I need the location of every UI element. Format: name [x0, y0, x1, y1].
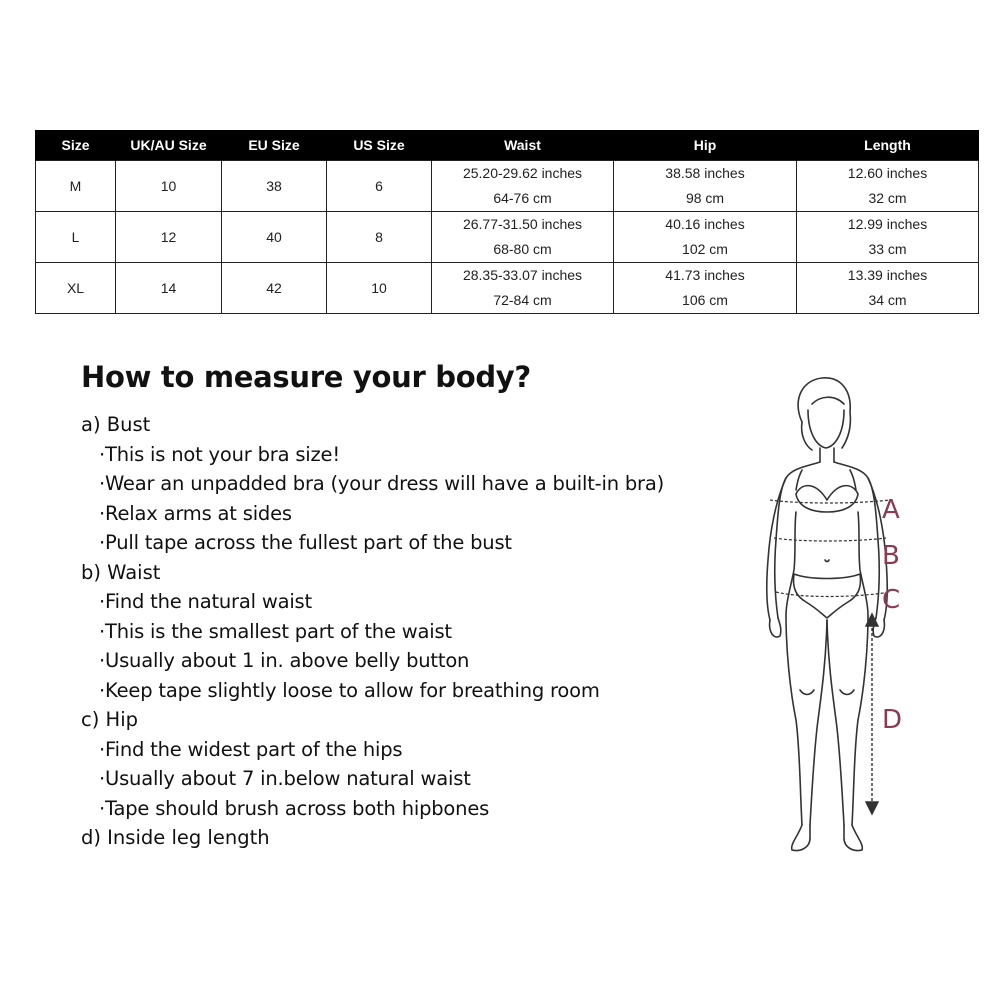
guide-item: ·Relax arms at sides — [99, 501, 292, 525]
guide-item: ·This is the smallest part of the waist — [99, 619, 452, 643]
size-chart-table — [35, 130, 979, 314]
table-header-row — [36, 130, 979, 161]
cell-eu: 38 — [222, 161, 327, 212]
table-row — [36, 161, 979, 212]
cell-us: 10 — [327, 263, 432, 314]
cell-size: L — [36, 212, 116, 263]
table-row — [36, 212, 979, 263]
hip-cm: 98 cm — [685, 190, 725, 206]
hip-cm: 106 cm — [682, 292, 728, 308]
waist-inches: 25.20-29.62 inches — [462, 165, 583, 181]
section-heading: b) Waist — [81, 560, 161, 584]
cell-hip — [614, 161, 797, 212]
cell-uk-au: 14 — [116, 263, 222, 314]
header-uk-au-size: UK/AU Size — [116, 130, 222, 161]
section-heading: a) Bust — [81, 413, 151, 436]
length-cm: 32 cm — [868, 190, 907, 206]
cell-waist — [432, 263, 614, 314]
waist-cm: 72-84 cm — [493, 292, 552, 308]
cell-length — [797, 212, 979, 263]
guide-item: ·Keep tape slightly loose to allow for breathing room — [99, 678, 600, 702]
header-waist: Waist — [432, 130, 614, 161]
cell-waist — [432, 212, 614, 263]
waist-cm: 68-80 cm — [493, 241, 552, 257]
waist-inches: 28.35-33.07 inches — [462, 267, 583, 283]
header-us-size: US Size — [327, 130, 432, 161]
waist-inches: 26.77-31.50 inches — [462, 216, 583, 232]
hip-inches: 41.73 inches — [665, 267, 745, 283]
body-outline — [767, 378, 888, 851]
guide-item: ·Usually about 1 in. above belly button — [99, 649, 470, 672]
marker-c: C — [882, 585, 901, 615]
marker-b: B — [882, 541, 900, 571]
section-hip — [81, 705, 761, 823]
guide-item: ·Find the widest part of the hips — [99, 737, 403, 761]
guide-item: ·Find the natural waist — [99, 590, 312, 613]
cell-eu: 42 — [222, 263, 327, 314]
measurement-guide — [81, 410, 761, 853]
guide-item: ·Usually about 7 in.below natural waist — [99, 767, 471, 790]
guide-item: ·Wear an unpadded bra (your dress will have a built-in bra) — [99, 472, 665, 495]
header-size: Size — [36, 130, 116, 161]
cell-us: 6 — [327, 161, 432, 212]
guide-title: How to measure your body? — [81, 360, 531, 394]
guide-item: ·Tape should brush across both hipbones — [99, 796, 490, 820]
marker-d: D — [882, 705, 903, 735]
cell-uk-au: 10 — [116, 161, 222, 212]
length-inches: 12.99 inches — [847, 216, 928, 232]
section-heading: c) Hip — [81, 708, 138, 731]
cell-length — [797, 161, 979, 212]
length-cm: 34 cm — [868, 292, 907, 308]
cell-us: 8 — [327, 212, 432, 263]
cell-size: M — [36, 161, 116, 212]
hip-inches: 40.16 inches — [665, 216, 745, 232]
table-row — [36, 263, 979, 314]
section-bust — [81, 410, 761, 558]
body-figure-illustration — [740, 370, 920, 860]
cell-hip — [614, 263, 797, 314]
section-inside-leg — [81, 823, 761, 853]
marker-a: A — [882, 495, 900, 525]
header-eu-size: EU Size — [222, 130, 327, 161]
header-length: Length — [797, 130, 979, 161]
cell-hip — [614, 212, 797, 263]
cell-eu: 40 — [222, 212, 327, 263]
section-heading: d) Inside leg length — [81, 826, 270, 849]
length-inches: 12.60 inches — [847, 165, 928, 181]
hip-cm: 102 cm — [682, 241, 728, 257]
cell-waist — [432, 161, 614, 212]
guide-item: ·This is not your bra size! — [99, 442, 340, 466]
header-hip: Hip — [614, 130, 797, 161]
length-inches: 13.39 inches — [847, 267, 928, 283]
section-waist — [81, 558, 761, 706]
cell-uk-au: 12 — [116, 212, 222, 263]
guide-item: ·Pull tape across the fullest part of the bust — [99, 531, 512, 554]
measure-lines — [770, 500, 890, 597]
cell-length — [797, 263, 979, 314]
waist-cm: 64-76 cm — [493, 190, 552, 206]
length-cm: 33 cm — [868, 241, 907, 257]
cell-size: XL — [36, 263, 116, 314]
hip-inches: 38.58 inches — [665, 165, 745, 181]
